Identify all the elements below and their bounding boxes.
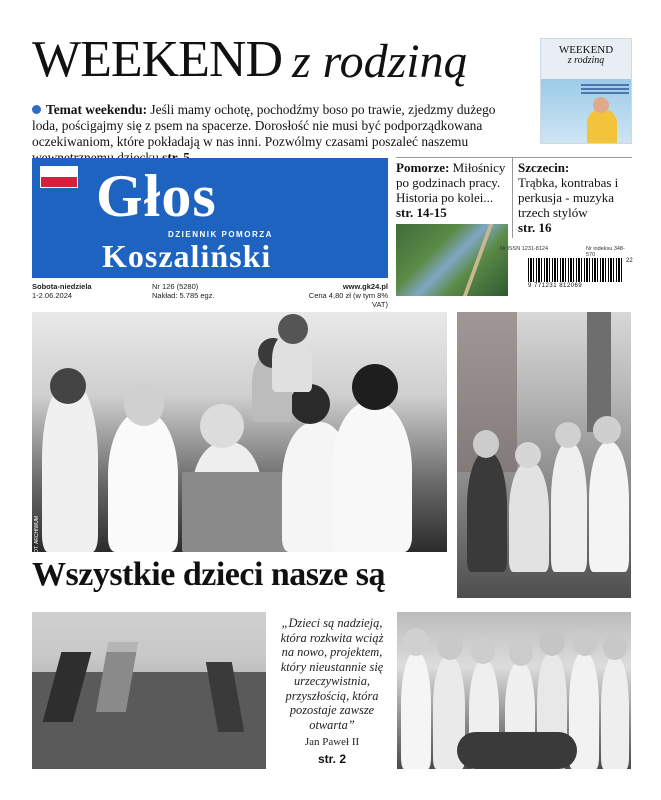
photo-credit: FOT. ARCHIWUM (34, 516, 40, 556)
bullet-dot-icon (32, 105, 41, 114)
mini-cover-child-figure (587, 109, 617, 144)
polish-flag-icon (40, 166, 78, 188)
issue-number: Nr 126 (5280) (152, 282, 199, 291)
promo-szczecin-text: Trąbka, kontrabas i perkusja - muzyka trzech stylów (518, 175, 619, 220)
teaser-label: Temat weekendu: (46, 102, 148, 117)
masthead (32, 158, 388, 278)
main-photo-children (32, 312, 447, 552)
promo-pomorze[interactable] (396, 160, 508, 220)
issue-price: Cena 4,80 zł (w tym 8% VAT) (308, 291, 388, 309)
barcode-number: 9 771231 812069 (528, 283, 583, 289)
issue-circulation: Nakład: 5.785 egz. (152, 291, 215, 300)
weekend-title-script: z rodziną (292, 35, 468, 88)
promo-divider-vertical (512, 158, 513, 238)
pope-quote: „Dzieci są nadzieją, która rozkwita wciąż na nowo, projektem, który nieustannie się urzeczywistnia, przyszłością, która pozostaje zawsze otwarta” (280, 616, 384, 732)
promo-szczecin[interactable] (518, 160, 630, 235)
quote-author: Jan Paweł II (304, 736, 360, 748)
barcode-suffix: 22 (626, 258, 633, 264)
weekend-title-word: WEEKEND (32, 31, 283, 88)
promo-szczecin-page: str. 16 (518, 220, 552, 235)
photo-girls-school-cone (457, 312, 631, 598)
promo-pomorze-label: Pomorze: (396, 160, 450, 175)
issue-website: www.gk24.pl (342, 282, 388, 291)
barcode-bars (528, 258, 624, 282)
issue-date-block (32, 282, 92, 300)
photo-children-group (397, 612, 631, 769)
issn-text: Nr ISSN 1231-8124 (500, 246, 548, 252)
weekend-supplement-title (32, 30, 532, 100)
promo-szczecin-label: Szczecin: (518, 160, 570, 175)
supplement-cover-thumbnail (540, 38, 632, 144)
teaser-text: Jeśli mamy ochotę, pochodźmy boso po trawie, zjedzmy dużego loda, pościgajmy się z psem na spacerze. Dorosłość nie musi być podporządkowana oczekiwaniom, które pokładają w nas inni. Pozwólmy czasami poszaleć naszemu (32, 102, 496, 149)
masthead-name-top: Głos (96, 163, 217, 229)
masthead-name-bottom: Koszaliński (102, 238, 272, 274)
barcode-block (500, 246, 633, 292)
masthead-subtitle: DZIENNIK POMORZA (168, 230, 273, 239)
main-headline: Wszystkie dzieci nasze są (32, 556, 385, 593)
issue-date: 1-2.06.2024 (32, 291, 73, 300)
mini-cover-text-block (581, 84, 629, 96)
promo-pomorze-photo (396, 224, 508, 296)
promo-pomorze-page: str. 14-15 (396, 205, 447, 220)
promo-divider-top (396, 157, 632, 158)
mini-cover-child-head (593, 97, 609, 113)
issue-price-block (296, 282, 388, 309)
mini-cover-title: WEEKEND z rodziną (558, 44, 614, 66)
issue-number-block (152, 282, 215, 300)
quote-page: str. 2 (317, 752, 347, 766)
promo-pomorze-text: Miłośnicy po godzinach pracy. Historia po kolei... (396, 160, 506, 205)
issue-days: Sobota-niedziela (32, 282, 92, 291)
photo-children-parade (32, 612, 266, 769)
index-text: Nr indeksu 348-570 (586, 246, 625, 258)
